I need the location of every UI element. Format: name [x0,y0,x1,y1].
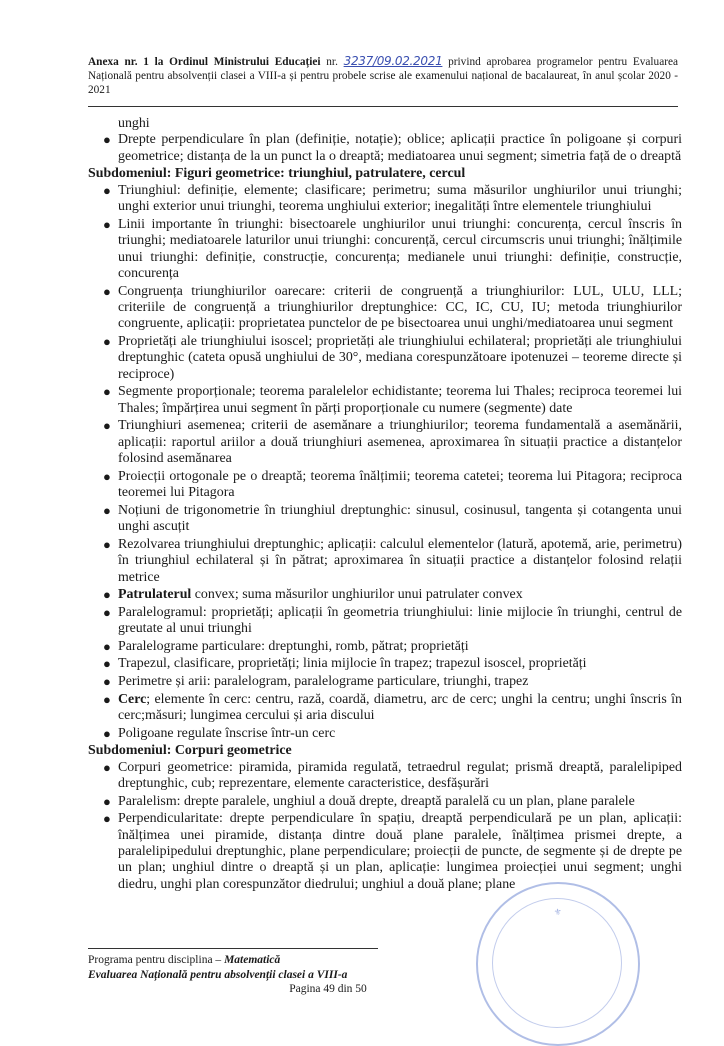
list-item [88,587,682,603]
list-item-text: convex; suma măsurilor unghiurilor unui patrulater convex [191,587,523,603]
official-stamp-icon: ⚜ [476,882,640,1046]
list-item [88,639,682,655]
list-item [88,183,682,216]
list-item-text: Noțiuni de trigonometrie în triunghiul dreptunghic: sinusul, cosinusul, tangenta și cotangenta unui unghi ascuțit [118,502,682,535]
header-divider [88,106,678,107]
footer-program-line: Programa pentru disciplina – Matematică [88,954,281,966]
bullet-icon: ● [103,725,111,741]
continued-text: unghi [118,116,150,131]
bullet-icon: ● [103,182,111,198]
list-item-text: Segmente proporționale; teorema paralelelor echidistante; teorema lui Thales; reciproca teoremei lui Thales; împărțirea unui segment în părți proporționale cu numere (segmente) date [118,384,682,416]
list-item-text: Paralelograme particulare: dreptunghi, romb, pătrat; proprietăți [118,638,469,654]
document-body [88,116,682,894]
bullet-icon: ● [103,502,111,518]
top-bullet-list [88,132,682,165]
bullet-icon: ● [103,384,111,400]
list-item-bold-term: Cerc [118,691,147,707]
header-annex-title: Anexa nr. 1 la Ordinul Ministrului Educației [88,56,321,68]
list-item [88,692,682,725]
list-item-bold-term: Patrulaterul [118,587,192,603]
list-item [88,284,682,333]
list-item-text: Proprietăți ale triunghiului isoscel; proprietăți ale triunghiului echilateral; proprietăți ale triunghiului dreptunghic (cateta opusă unghiului de 30°, mediana corespunzătoare ipotenuzei – teoreme directe și reciproce) [118,334,682,382]
section-heading-corpuri: Subdomeniul: Corpuri geometrice [88,743,292,759]
list-item-text: Proiecții ortogonale pe o dreaptă; teorema înălțimii; teorema catetei; teorema lui Pitagora; reciproca teoremei lui Pitagora [118,468,682,501]
bullet-icon: ● [103,759,111,775]
header-description: privind aprobarea programelor pentru Evaluarea Națională pentru absolvenții clasei a VIII-a și pentru probele scrise ale examenului național de bacalaureat, în anul școlar 2020 - 2021 [88,56,678,96]
bullet-icon: ● [103,674,111,690]
list-item [88,811,682,893]
footer-exam-line: Evaluarea Națională pentru absolvenții clasei a VIII-a [88,968,348,981]
list-item-text: Poligoane regulate înscrise într-un cerc [118,725,336,741]
list-item [88,503,682,536]
list-item [88,217,682,283]
list-item [88,760,682,793]
list-item-text: Paralelogramul: proprietăți; aplicații în geometria triunghiului: linie mijlocie în triunghi, centrul de greutate al unui triunghi [118,604,682,637]
handwritten-order-number: 3237/09.02.2021 [343,54,443,68]
bullet-icon: ● [103,418,111,434]
list-item [88,726,682,742]
list-item [88,674,682,690]
document-header [88,54,678,97]
bullet-icon: ● [103,811,111,827]
list-item-text: Corpuri geometrice: piramida, piramida regulată, tetraedrul regulat; prismă dreaptă, paralelipiped dreptunghic, cub; reprezentare, elemente caracteristice, desfășurări [118,759,682,792]
header-nr-label: nr. [320,56,344,68]
bullet-icon: ● [103,691,111,707]
bullet-icon: ● [103,216,111,232]
document-footer [88,953,528,997]
list-item-text: Linii importante în triunghi: bisectoarele unghiurilor unui triunghi: concurența, cercul înscris în triunghi; mediatoarele laturilor unui triunghi: concurență, cercul circumscris unui triunghi; înălțimile unui triunghi: definiție, construcție, concurența; medianele unui triunghi: definiție, construcție, concurența [118,216,682,282]
bullet-icon: ● [103,132,111,148]
corpuri-geometrice-list [88,760,682,894]
bullet-icon: ● [103,793,111,809]
list-item [88,794,682,810]
list-item [88,469,682,502]
list-item-text: Triunghiuri asemenea; criterii de asemănare a triunghiurilor; teorema fundamentală a asemănării, aplicații: raportul ariilor a două triunghiuri asemenea, aproximarea în situații practice a distanțelor folosind asemănarea [118,418,682,467]
list-item-text: ; elemente în cerc: centru, rază, coardă, diametru, arc de cerc; unghi la centru; unghi înscris în cerc;măsuri; lungimea cercului și aria discului [118,691,682,724]
section-heading-figuri: Subdomeniul: Figuri geometrice: triunghiul, patrulatere, cercul [88,166,466,182]
bullet-icon: ● [103,334,111,350]
list-item [88,418,682,467]
bullet-icon: ● [103,604,111,620]
bullet-icon: ● [103,283,111,299]
list-item-text: Congruența triunghiurilor oarecare: criterii de congruență a triunghiurilor: LUL, ULU, LLL; criteriile de congruență a triunghiurilor dreptunghice: CC, IC, CU, IU; metoda triunghiurilor congruente, aplicații: proprietatea punctelor de pe bisectoarea unui unghi/mediatoarea unui segment [118,283,682,332]
list-item [88,384,682,417]
list-item-text: Paralelism: drepte paralele, unghiul a două drepte, dreaptă paralelă cu un plan, plane paralele [118,793,635,809]
footer-divider [88,948,378,949]
list-item-text: Perpendicularitate: drepte perpendiculare în spațiu, dreaptă perpendiculară pe un plan, aplicații: înălțimea unei piramide, distanța dintre două plane paralele, înălțimea prismei drepte, a paralelipipedului dreptunghic, plane perpendiculare; proiecții de puncte, de segmente și de drepte pe un plan; unghiul dintre o dreaptă și un plan, aplicație: lungimea proiecției unui segment; unghi diedru, unghi plan corespunzător diedrului; unghiul a două plane; plane [118,811,682,892]
list-item [88,334,682,383]
list-item [88,605,682,638]
bullet-icon: ● [103,587,111,603]
list-item-text: Rezolvarea triunghiului dreptunghic; aplicații: calculul elementelor (latură, apotemă, arie, perimetru) în triunghiul echilateral și în pătrat; aproximarea în situații practice a distanțelor folosind relații metrice [118,536,682,585]
list-item-text: Triunghiul: definiție, elemente; clasificare; perimetru; suma măsurilor unghiurilor unui triunghi; unghi exterior unui triunghi, teorema unghiului exterior; inegalități între elementele triunghiului [118,182,682,215]
bullet-icon: ● [103,638,111,654]
bullet-icon: ● [103,656,111,672]
page-number: Pagina 49 din 50 [289,983,367,995]
list-item-text: Trapezul, clasificare, proprietăți; linia mijlocie în trapez; trapezul isoscel, proprietăți [118,656,587,672]
list-item [88,537,682,586]
list-item [88,656,682,672]
list-item: ● Drepte perpendiculare în plan (definiție, notație); oblice; aplicații practice în poligoane și corpuri geometrice; distanța de la un punct la o dreaptă; mediatoarea unui segment; simetria față de o dreaptă [103,132,682,164]
figuri-geometrice-list [88,183,682,742]
bullet-icon: ● [103,536,111,552]
list-item-text: Perimetre și arii: paralelogram, paralelograme particulare, triunghi, trapez [118,674,529,690]
bullet-icon: ● [103,468,111,484]
